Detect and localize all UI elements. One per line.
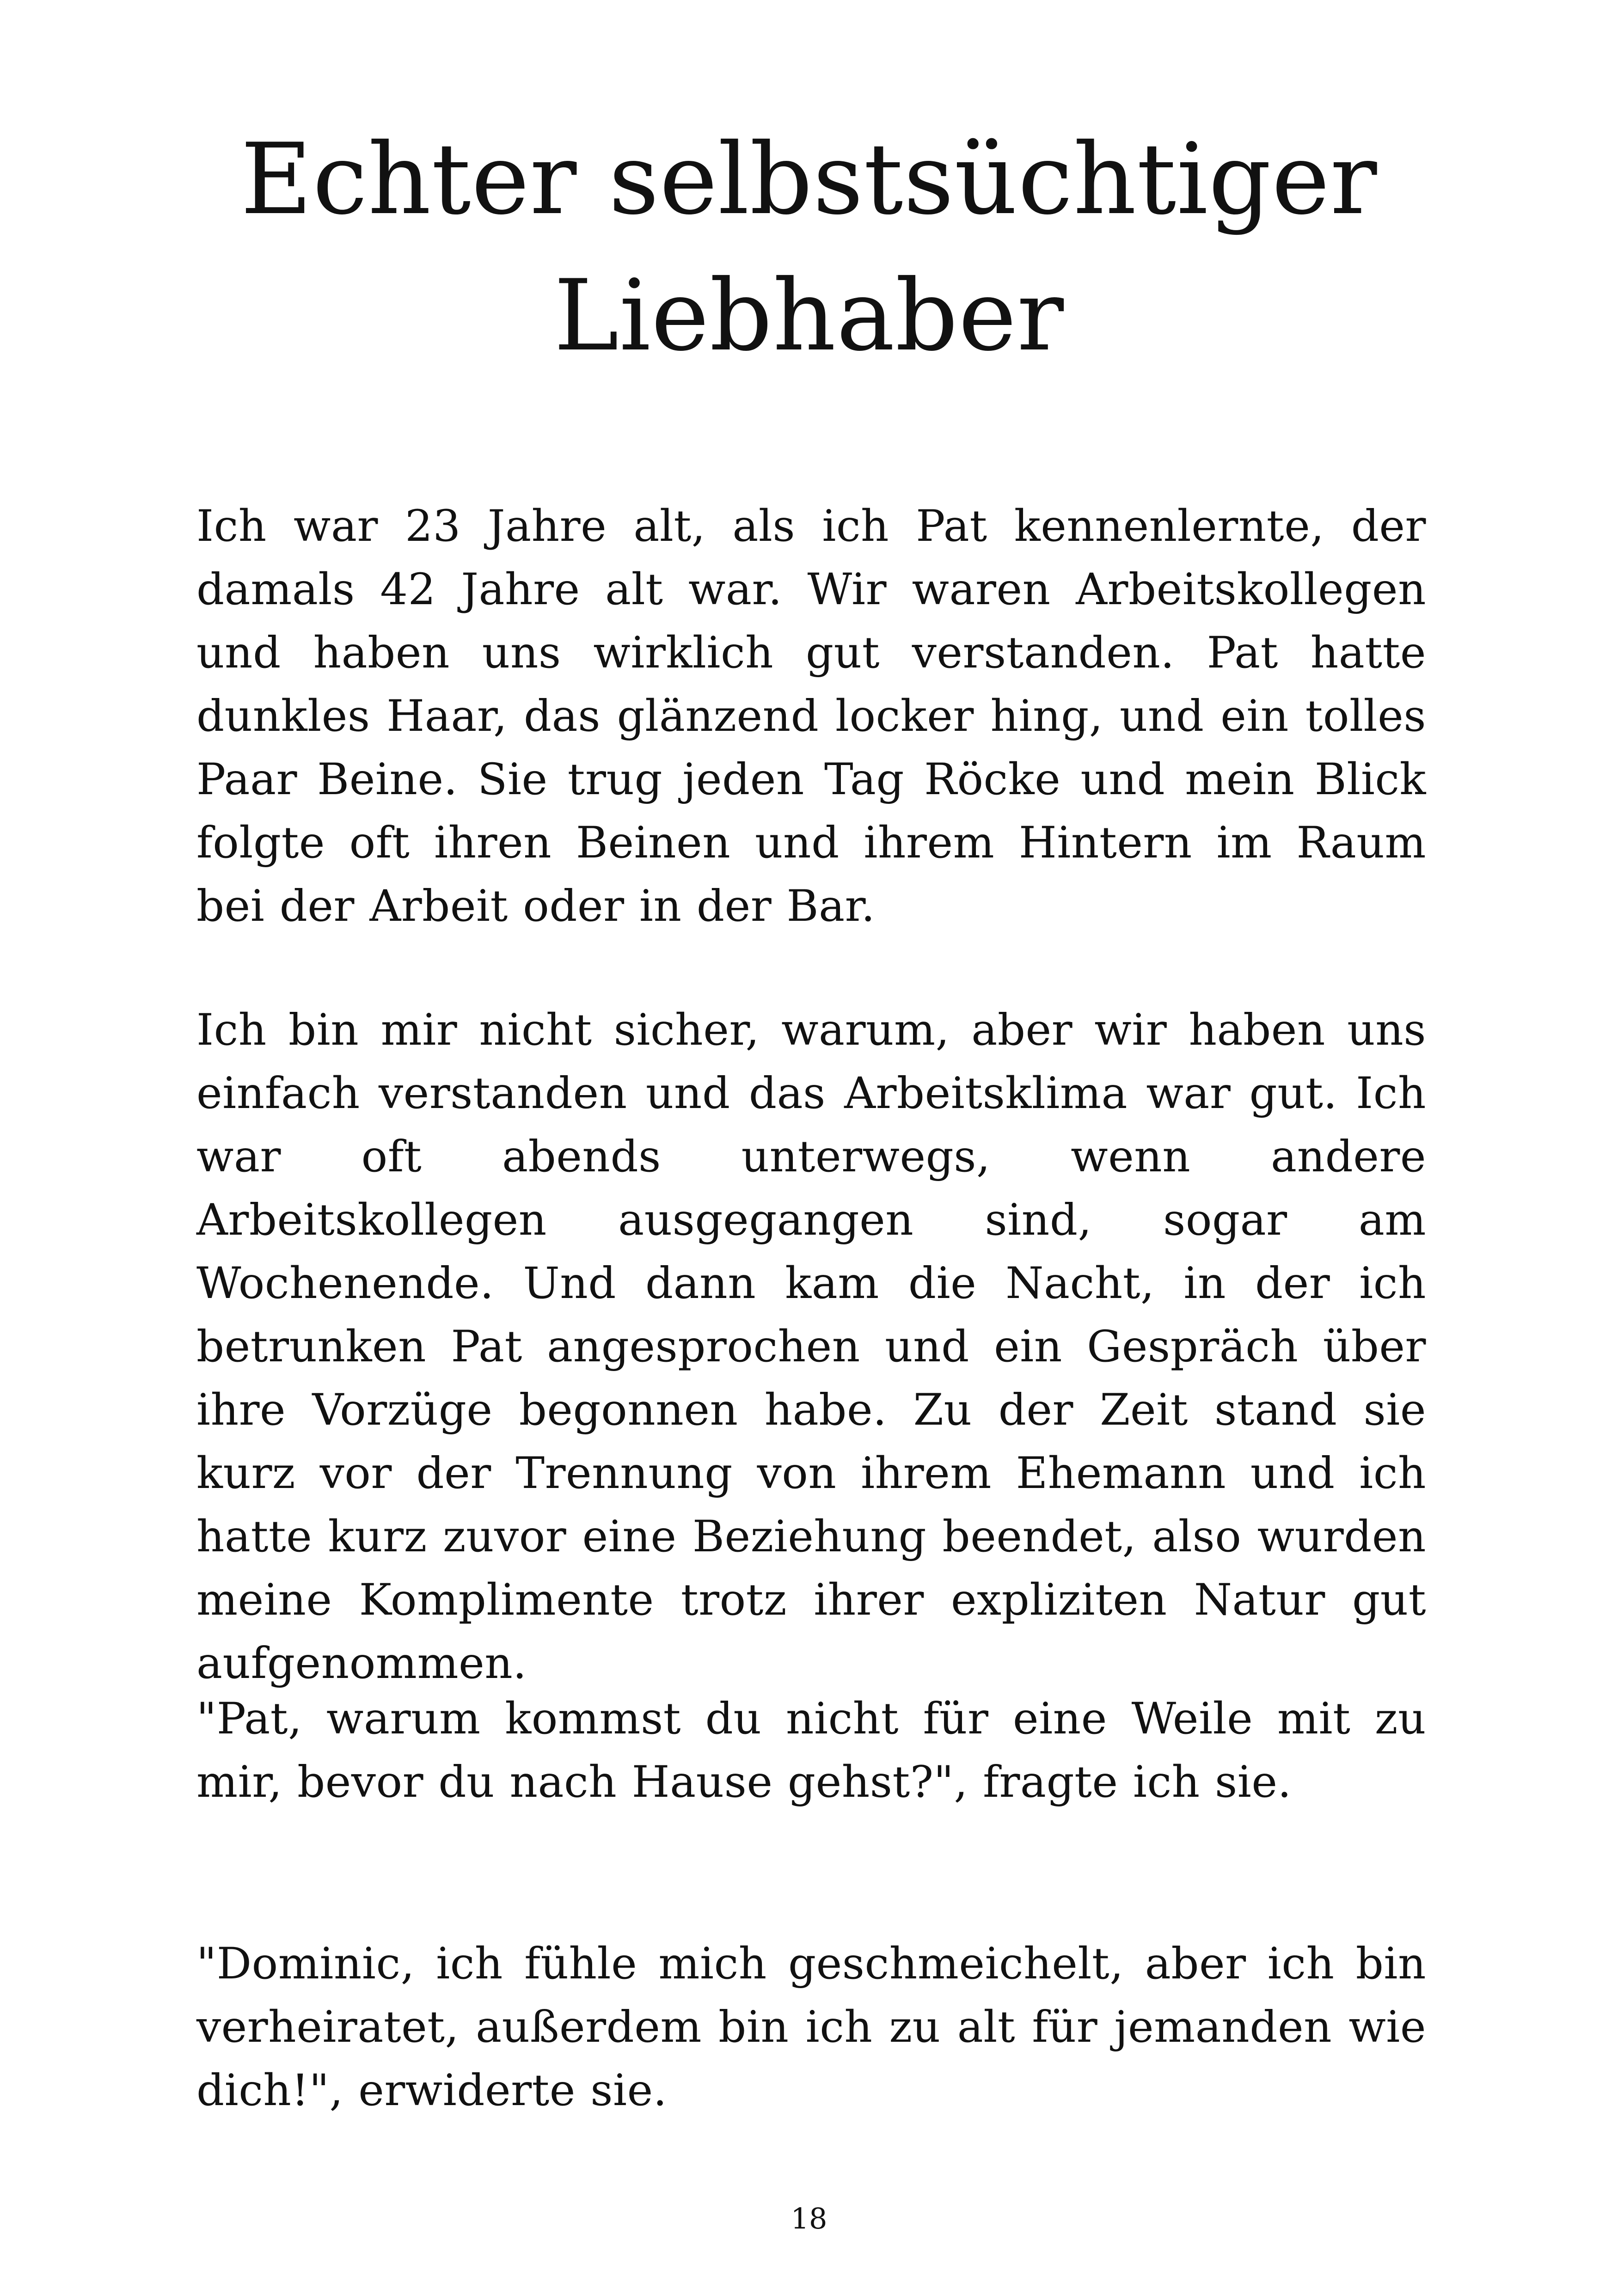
page-number: 18 bbox=[791, 2202, 827, 2235]
paragraph-3: "Pat, warum kommst du nicht für eine Weile mit zu mir, bevor du nach Hause gehst?", fragte ich sie. bbox=[196, 1694, 1426, 1807]
chapter-title: Echter selbstsüchtiger Liebhaber bbox=[240, 122, 1378, 373]
paragraph-1: Ich war 23 Jahre alt, als ich Pat kennenlernte, der damals 42 Jahre alt war. Wir waren Arbeitskollegen und haben uns wirklich gut verstanden. Pat hatte dunkles Haar, das glänzend locker hing, und ein tolles Paar Beine. Sie trug jeden Tag Röcke und mein Blick folgte oft ihren Beinen und ihrem Hintern im Raum bei der Arbeit oder in der Bar. bbox=[196, 501, 1426, 931]
paragraph-4: "Dominic, ich fühle mich geschmeichelt, aber ich bin verheiratet, außerdem bin ich zu alt für jemanden wie dich!", erwiderte sie. bbox=[196, 1939, 1426, 2116]
paragraph-2: Ich bin mir nicht sicher, warum, aber wir haben uns einfach verstanden und das Arbeitsklima war gut. Ich war oft abends unterwegs, wenn andere Arbeitskollegen ausgegangen sind, sogar am Wochenende. Und dann kam die Nacht, in der ich betrunken Pat angesprochen und ein Gespräch über ihre Vorzüge begonnen habe. Zu der Zeit stand sie kurz vor der Trennung von ihrem Ehemann und ich hatte kurz zuvor eine Beziehung beendet, also wurden meine Komplimente trotz ihrer expliziten Natur gut aufgenommen. bbox=[196, 1005, 1426, 1689]
